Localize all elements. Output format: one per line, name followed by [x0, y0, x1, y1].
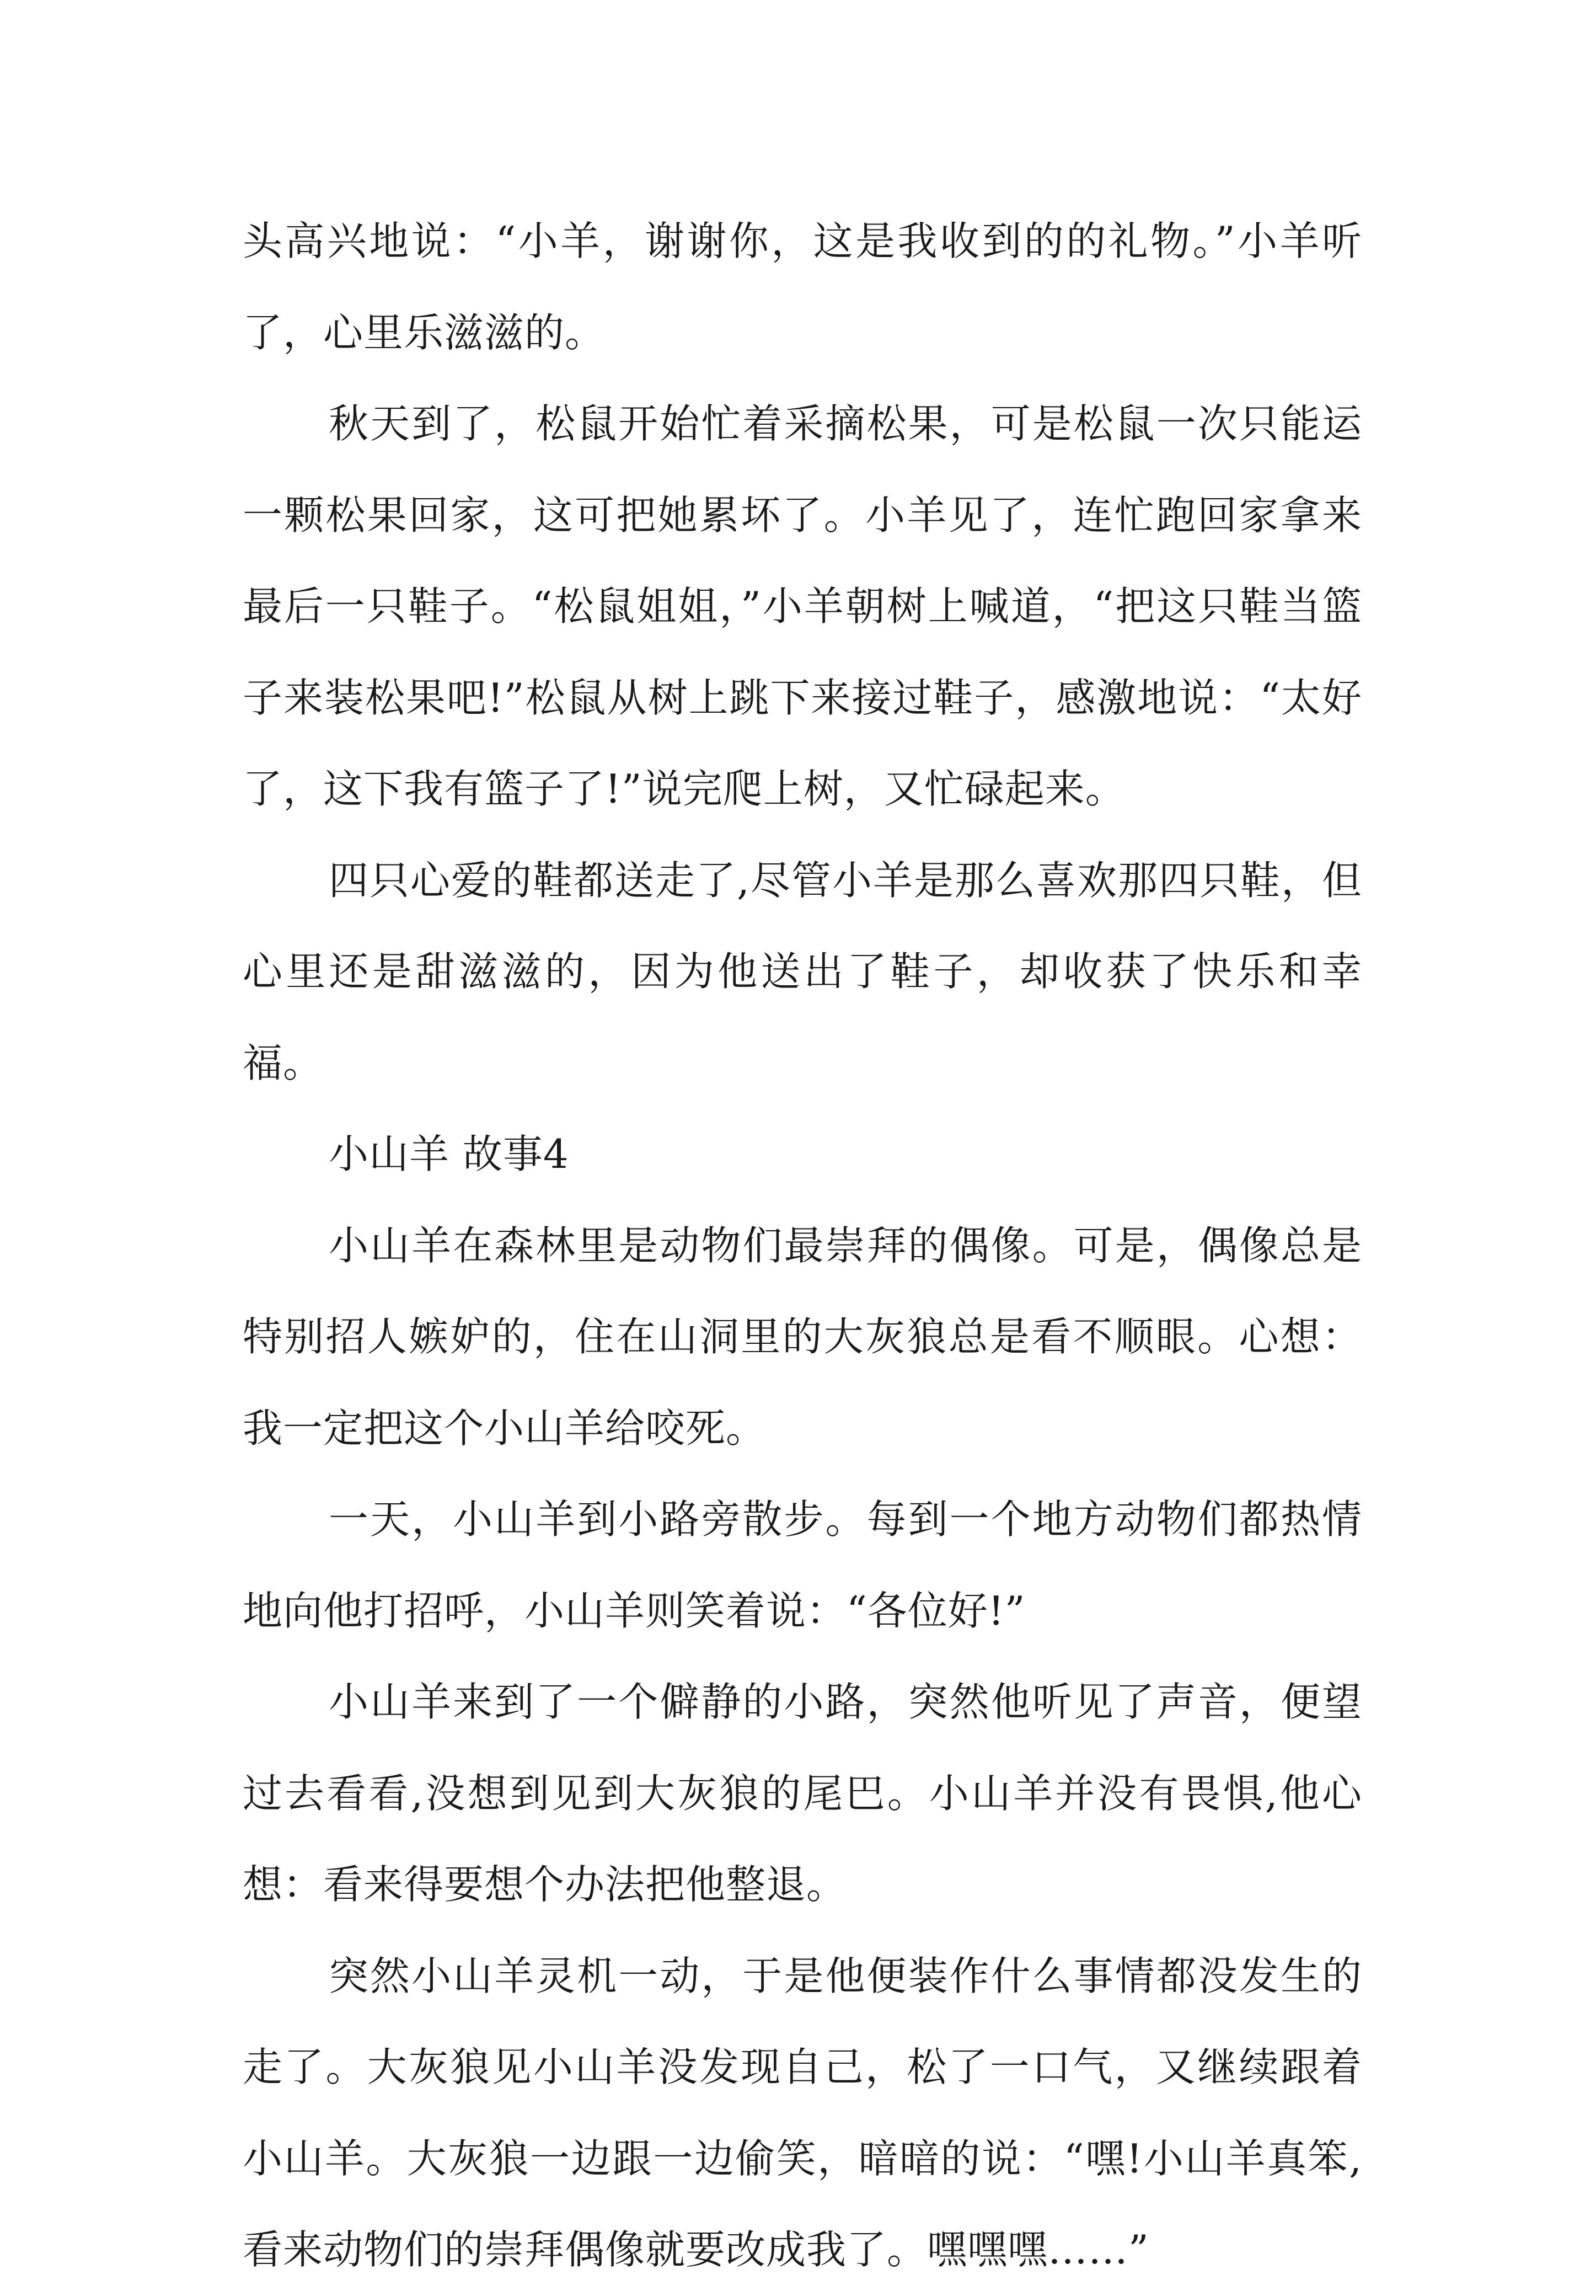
story-heading: 小山羊 故事4 [329, 1131, 569, 1177]
paragraph-walk: 一天，小山羊到小路旁散步。每到一个地方动物们都热情地向他打招呼，小山羊则笑着说：“各位好!” [243, 1496, 1362, 1634]
paragraph-clever-idea: 突然小山羊灵机一动，于是他便装作什么事情都没发生的走了。大灰狼见小山羊没发现自己，松了一口气，又继续跟着小山羊。大灰狼一边跟一边偷笑，暗暗的说：“嘿!小山羊真笨,看来动物们的崇拜偶像就要改成我了。嘿嘿嘿……” [243, 1952, 1362, 2273]
paragraph-idol: 小山羊在森林里是动物们最崇拜的偶像。可是，偶像总是特别招人嫉妒的，住在山洞里的大灰狼总是看不顺眼。心想：我一定把这个小山羊给咬死。 [243, 1222, 1362, 1451]
document-body [243, 196, 1362, 2296]
paragraph-quiet-road: 小山羊来到了一个僻静的小路，突然他听见了声音，便望过去看看,没想到见到大灰狼的尾巴。小山羊并没有畏惧,他心想：看来得要想个办法把他整退。 [243, 1679, 1362, 1908]
paragraph-autumn-squirrel: 秋天到了，松鼠开始忙着采摘松果，可是松鼠一次只能运一颗松果回家，这可把她累坏了。小羊见了，连忙跑回家拿来最后一只鞋子。“松鼠姐姐，”小羊朝树上喊道，“把这只鞋当篮子来装松果吧!”松鼠从树上跳下来接过鞋子，感激地说：“太好了，这下我有篮子了!”说完爬上树，又忙碌起来。 [243, 401, 1362, 812]
paragraph-four-shoes: 四只心爱的鞋都送走了,尽管小羊是那么喜欢那四只鞋，但心里还是甜滋滋的，因为他送出了鞋子，却收获了快乐和幸福。 [243, 857, 1362, 1086]
paragraph-continued: 头高兴地说：“小羊，谢谢你，这是我收到的的礼物。”小羊听了，心里乐滋滋的。 [243, 218, 1362, 356]
